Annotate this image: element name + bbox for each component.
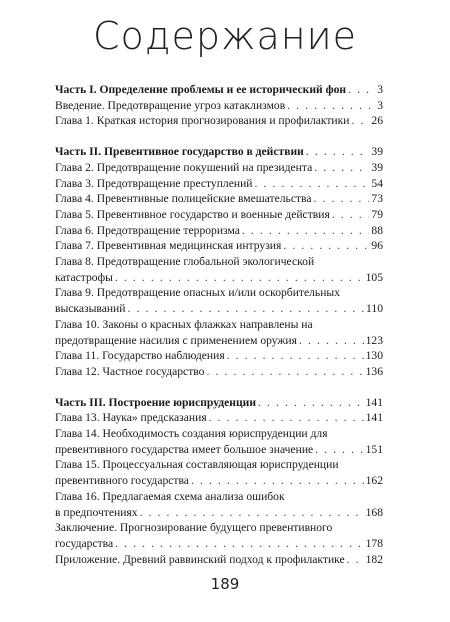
section-gap [55,380,383,395]
toc-entry-first-line: Глава 8. Предотвращение глобальной экологической [55,255,315,269]
toc-chapter-16 [55,505,383,521]
toc-entry-page: 141 [365,395,383,409]
leader-dots [314,160,369,176]
leader-dots [258,395,364,411]
toc-chapter-4 [55,191,383,207]
toc-entry-first-line: Глава 16. Предлагаемая схема анализа ошибок [55,489,285,503]
leader-dots [306,144,370,160]
page-title: Содержание [92,14,358,58]
leader-dots [332,207,370,223]
toc-entry-page: 110 [366,302,383,316]
toc-part-3 [55,395,383,411]
toc-chapter-11 [55,348,383,364]
toc-entry-title: Глава 12. Частное государство [55,364,205,378]
table-of-contents [55,82,383,567]
toc-entry-page: 105 [365,270,383,284]
toc-entry-title: катастрофы [55,270,113,284]
toc-part-1 [55,82,383,98]
leader-dots [299,333,364,349]
toc-entry-title: Глава 3. Предотвращение преступлений [55,176,253,190]
toc-entry-page: 136 [365,364,383,378]
leader-dots [127,301,364,317]
toc-appendix [55,552,383,568]
toc-entry-title: Глава 6. Предотвращение терроризма [55,223,240,237]
toc-entry-first-line: Глава 10. Законы о красных флажках направлены на [55,317,313,331]
leader-dots [315,442,363,458]
toc-entry-title: Глава 5. Превентивное государство и военные действия [55,207,330,221]
leader-dots [348,82,375,98]
toc-entry-title: Глава 1. Краткая история прогнозирования и профилактики [55,114,350,128]
toc-entry-title: предотвращение насилия с применением оружия [55,333,297,347]
toc-entry-title: Глава 11. Государство наблюдения [55,349,225,363]
toc-conclusion [55,536,383,552]
toc-entry-page: 182 [365,552,383,566]
leader-dots [351,113,369,129]
leader-dots [287,98,375,114]
section-gap [55,129,383,144]
toc-entry-title: Глава 4. Превентивные полицейские вмешательства [55,192,312,206]
leader-dots [140,505,364,521]
toc-entry-page: 39 [371,145,383,159]
toc-entry-title: Часть III. Построение юриспруденции [55,395,257,409]
toc-entry-title: Введение. Предотвращение угроз катаклизмов [55,98,286,112]
leader-dots [254,176,369,192]
toc-entry-page: 39 [371,160,383,174]
leader-dots [115,536,363,552]
leader-dots [227,348,364,364]
toc-entry-title: Глава 2. Предотвращение покушений на президента [55,160,313,174]
toc-entry-title: Приложение. Древний раввинский подход к профилактике [55,552,345,566]
leader-dots [115,270,364,286]
toc-entry-page: 162 [365,474,383,488]
toc-entry-page: 3 [377,98,383,112]
toc-chapter-9 [55,301,383,317]
toc-entry-page: 141 [365,411,383,425]
toc-entry-first-line: Заключение. Прогнозирование будущего превентивного [55,521,333,535]
page-number: 189 [210,575,240,593]
toc-entry-page: 123 [365,333,383,347]
toc-entry-title: государства [55,536,114,550]
toc-entry-title: Глава 7. Превентивная медицинская интрузия [55,239,282,253]
leader-dots [347,552,364,568]
toc-entry-page: 178 [365,536,383,550]
toc-entry-page: 26 [371,114,383,128]
toc-entry-title: в предпочтениях [55,505,138,519]
toc-entry-page: 130 [365,349,383,363]
leader-dots [283,238,369,254]
leader-dots [191,473,364,489]
toc-chapter-8 [55,270,383,286]
toc-entry-page: 168 [365,505,383,519]
toc-chapter-3 [55,176,383,192]
leader-dots [314,191,370,207]
toc-chapter-15 [55,473,383,489]
toc-entry-title: превентивного государства [55,474,189,488]
toc-entry-page: 79 [371,207,383,221]
toc-entry-title: высказываний [55,302,126,316]
toc-entry-title: Глава 13. Наука» предсказания [55,411,207,425]
toc-introduction [55,98,383,114]
toc-entry-first-line: Глава 9. Предотвращение опасных и/или оскорбительных [55,286,340,300]
toc-entry-first-line: Глава 15. Процессуальная составляющая юриспруденции [55,458,339,472]
toc-entry-title: Часть I. Определение проблемы и ее исторический фон [55,83,347,96]
toc-chapter-12 [55,364,383,380]
toc-chapter-6 [55,223,383,239]
toc-entry-title: превентивного государства имеет большое значение [55,442,314,456]
toc-entry-page: 151 [365,442,383,456]
toc-chapter-14 [55,442,383,458]
toc-entry-page: 54 [371,176,383,190]
toc-entry-page: 88 [371,223,383,237]
toc-chapter-1 [55,113,383,129]
toc-chapter-2 [55,160,383,176]
toc-chapter-7 [55,238,383,254]
toc-chapter-5 [55,207,383,223]
toc-entry-page: 3 [377,83,383,96]
toc-entry-page: 73 [371,192,383,206]
toc-chapter-13 [55,410,383,426]
leader-dots [242,223,370,239]
leader-dots [209,410,364,426]
leader-dots [206,364,363,380]
toc-entry-page: 96 [371,239,383,253]
toc-entry-first-line: Глава 14. Необходимость создания юриспруденции для [55,427,328,441]
toc-entry-title: Часть II. Превентивное государство в действии [55,145,304,159]
toc-part-2 [55,144,383,160]
toc-chapter-10 [55,333,383,349]
